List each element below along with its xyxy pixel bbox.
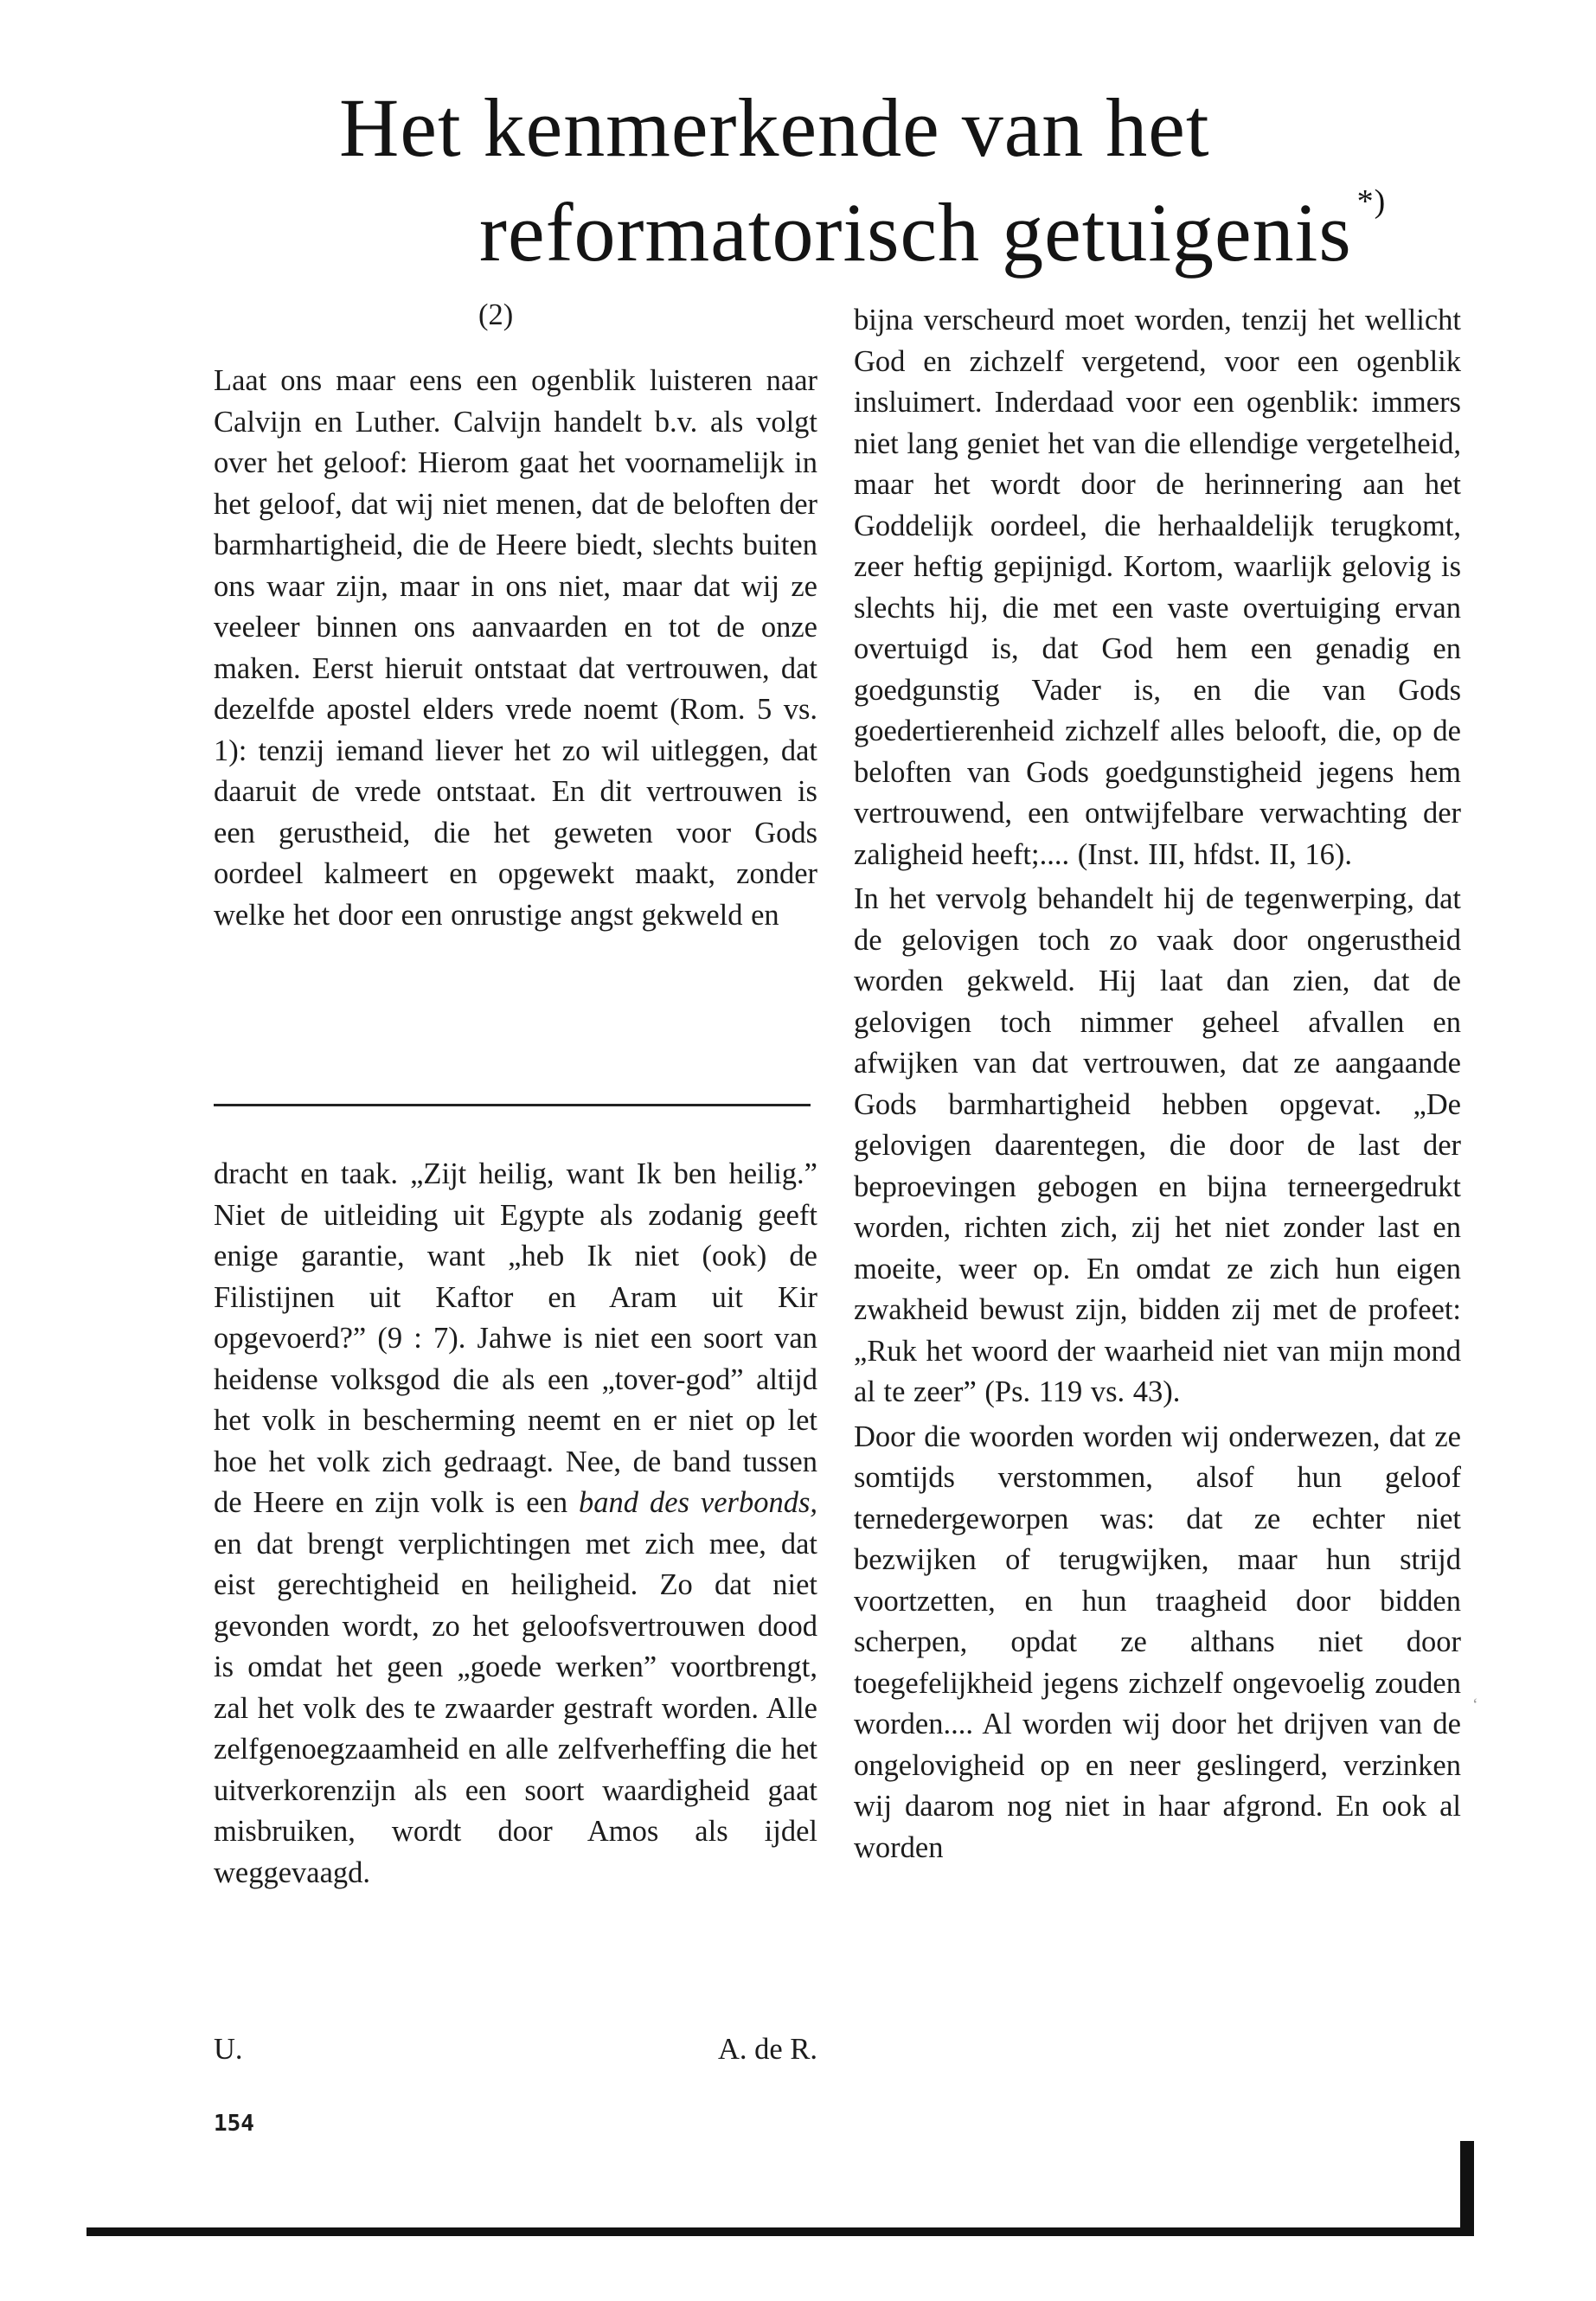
scan-edge-bottom bbox=[87, 2227, 1462, 2236]
article-title-line-1: Het kenmerkende van het bbox=[339, 81, 1210, 174]
left-paragraph-2-text-a: dracht en taak. „Zijt heilig, want Ik ben heilig.” Niet de uitleiding uit Egypte als zodanig geeft enige garantie, want „heb Ik niet (ook) de Filistijnen uit Kaftor en Aram uit Kir opgevoerd?” (9 : 7). Jahwe is niet een soort van heidense volksgod die als een „tover-god” altijd het volk in bescherming neemt en er niet op let hoe het volk zich gedraagt. Nee, de band tussen de Heere en zijn volk is een bbox=[214, 1157, 817, 1519]
left-column-bottom bbox=[214, 1154, 817, 1894]
right-column bbox=[854, 300, 1461, 1868]
margin-mark: ‘ bbox=[1472, 1695, 1478, 1715]
part-number: (2) bbox=[478, 298, 514, 331]
article-title-line-2 bbox=[0, 183, 1596, 279]
left-paragraph-2 bbox=[214, 1154, 817, 1894]
signature-place: U. bbox=[214, 2033, 243, 2066]
page-number: 154 bbox=[214, 2111, 254, 2137]
left-column-top bbox=[214, 361, 817, 936]
column-divider bbox=[214, 1104, 811, 1106]
left-paragraph-1: Laat ons maar eens een ogenblik luisteren naar Calvijn en Luther. Calvijn handelt b.v. als volgt over het geloof: Hierom gaat het voornamelijk in het geloof, dat wij niet menen, dat de beloften der barmhartigheid, die de Heere biedt, slechts buiten ons waar zijn, maar in ons niet, maar dat wij ze veeleer binnen ons aanvaarden en tot de onze maken. Eerst hieruit ontstaat dat vertrouwen, dat dezelfde apostel elders vrede noemt (Rom. 5 vs. 1): tenzij iemand liever het zo wil uitleggen, dat daaruit de vrede ontstaat. En dit vertrouwen is een gerustheid, die het geweten voor Gods oordeel kalmeert en opgewekt maakt, zonder welke het door een onrustige angst gekweld en bbox=[214, 364, 817, 932]
footnote-mark: *) bbox=[1356, 183, 1387, 220]
right-paragraph-1: bijna verscheurd moet worden, tenzij het wellicht God en zichzelf vergetend, voor een ogenblik insluimert. Inderdaad voor een ogenblik: immers niet lang geniet het van die ellendige vergetelheid, maar het wordt door de herinnering aan het Goddelijk oordeel, die herhaaldelijk terugkomt, zeer heftig gepijnigd. Kortom, waarlijk gelovig is slechts hij, die met een vaste overtuiging ervan overtuigd is, dat God hem een genadig en goedgunstig Vader is, en die van Gods goedertierenheid zichzelf alles belooft, die, op de beloften van Gods goedgunstigheid jegens hem vertrouwend, een ontwijfelbare verwachting der zaligheid heeft;.... (Inst. III, hfdst. II, 16). bbox=[854, 304, 1461, 871]
right-paragraph-2: In het vervolg behandelt hij de tegenwerping, dat de gelovigen toch zo vaak door ongerustheid worden gekweld. Hij laat dan zien, dat de gelovigen toch nimmer geheel afvallen en afwijken van dat vertrouwen, dat ze aangaande Gods barmhartigheid hebben opgevat. „De gelovigen daarentegen, die door de last der beproevingen gebogen en bijna terneergedrukt worden, richten zich, zij het niet zonder last en moeite, weer op. En omdat ze zich hun eigen zwakheid bewust zijn, bidden zij met de profeet: „Ruk het woord der waarheid niet van mijn mond al te zeer” (Ps. 119 vs. 43). bbox=[854, 882, 1461, 1408]
signature-author: A. de R. bbox=[718, 2033, 817, 2066]
scan-edge-right bbox=[1460, 2141, 1474, 2236]
right-paragraph-3: Door die woorden worden wij onderwezen, dat ze somtijds verstommen, alsof hun geloof ternedergeworpen was: dat ze echter niet bezwijken of terugwijken, maar hun strijd voortzetten, en hun traagheid door bidden scherpen, opdat ze althans niet door toegefelijkheid jegens zichzelf ongevoelig zouden worden.... Al worden wij door het drijven van de ongelovigheid op en neer geslingerd, verzinken wij daarom nog niet in haar afgrond. En ook al worden bbox=[854, 1420, 1461, 1864]
article-title-line-2-text: reformatorisch getuigenis bbox=[479, 186, 1352, 279]
signature-row bbox=[214, 2033, 817, 2067]
left-paragraph-2-italic: band des verbonds, bbox=[579, 1486, 818, 1519]
left-paragraph-2-text-b: en dat brengt verplichtingen met zich mee, dat eist gerechtigheid en heiligheid. Zo dat niet gevonden wordt, zo het geloofsvertrouwen dood is omdat het geen „goede werken” voortbrengt, zal het volk des te zwaarder gestraft worden. Alle zelfgenoegzaamheid en alle zelfverheffing die het uitverkorenzijn als een soort waardigheid gaat misbruiken, wordt door Amos als ijdel weggevaagd. bbox=[214, 1527, 817, 1889]
